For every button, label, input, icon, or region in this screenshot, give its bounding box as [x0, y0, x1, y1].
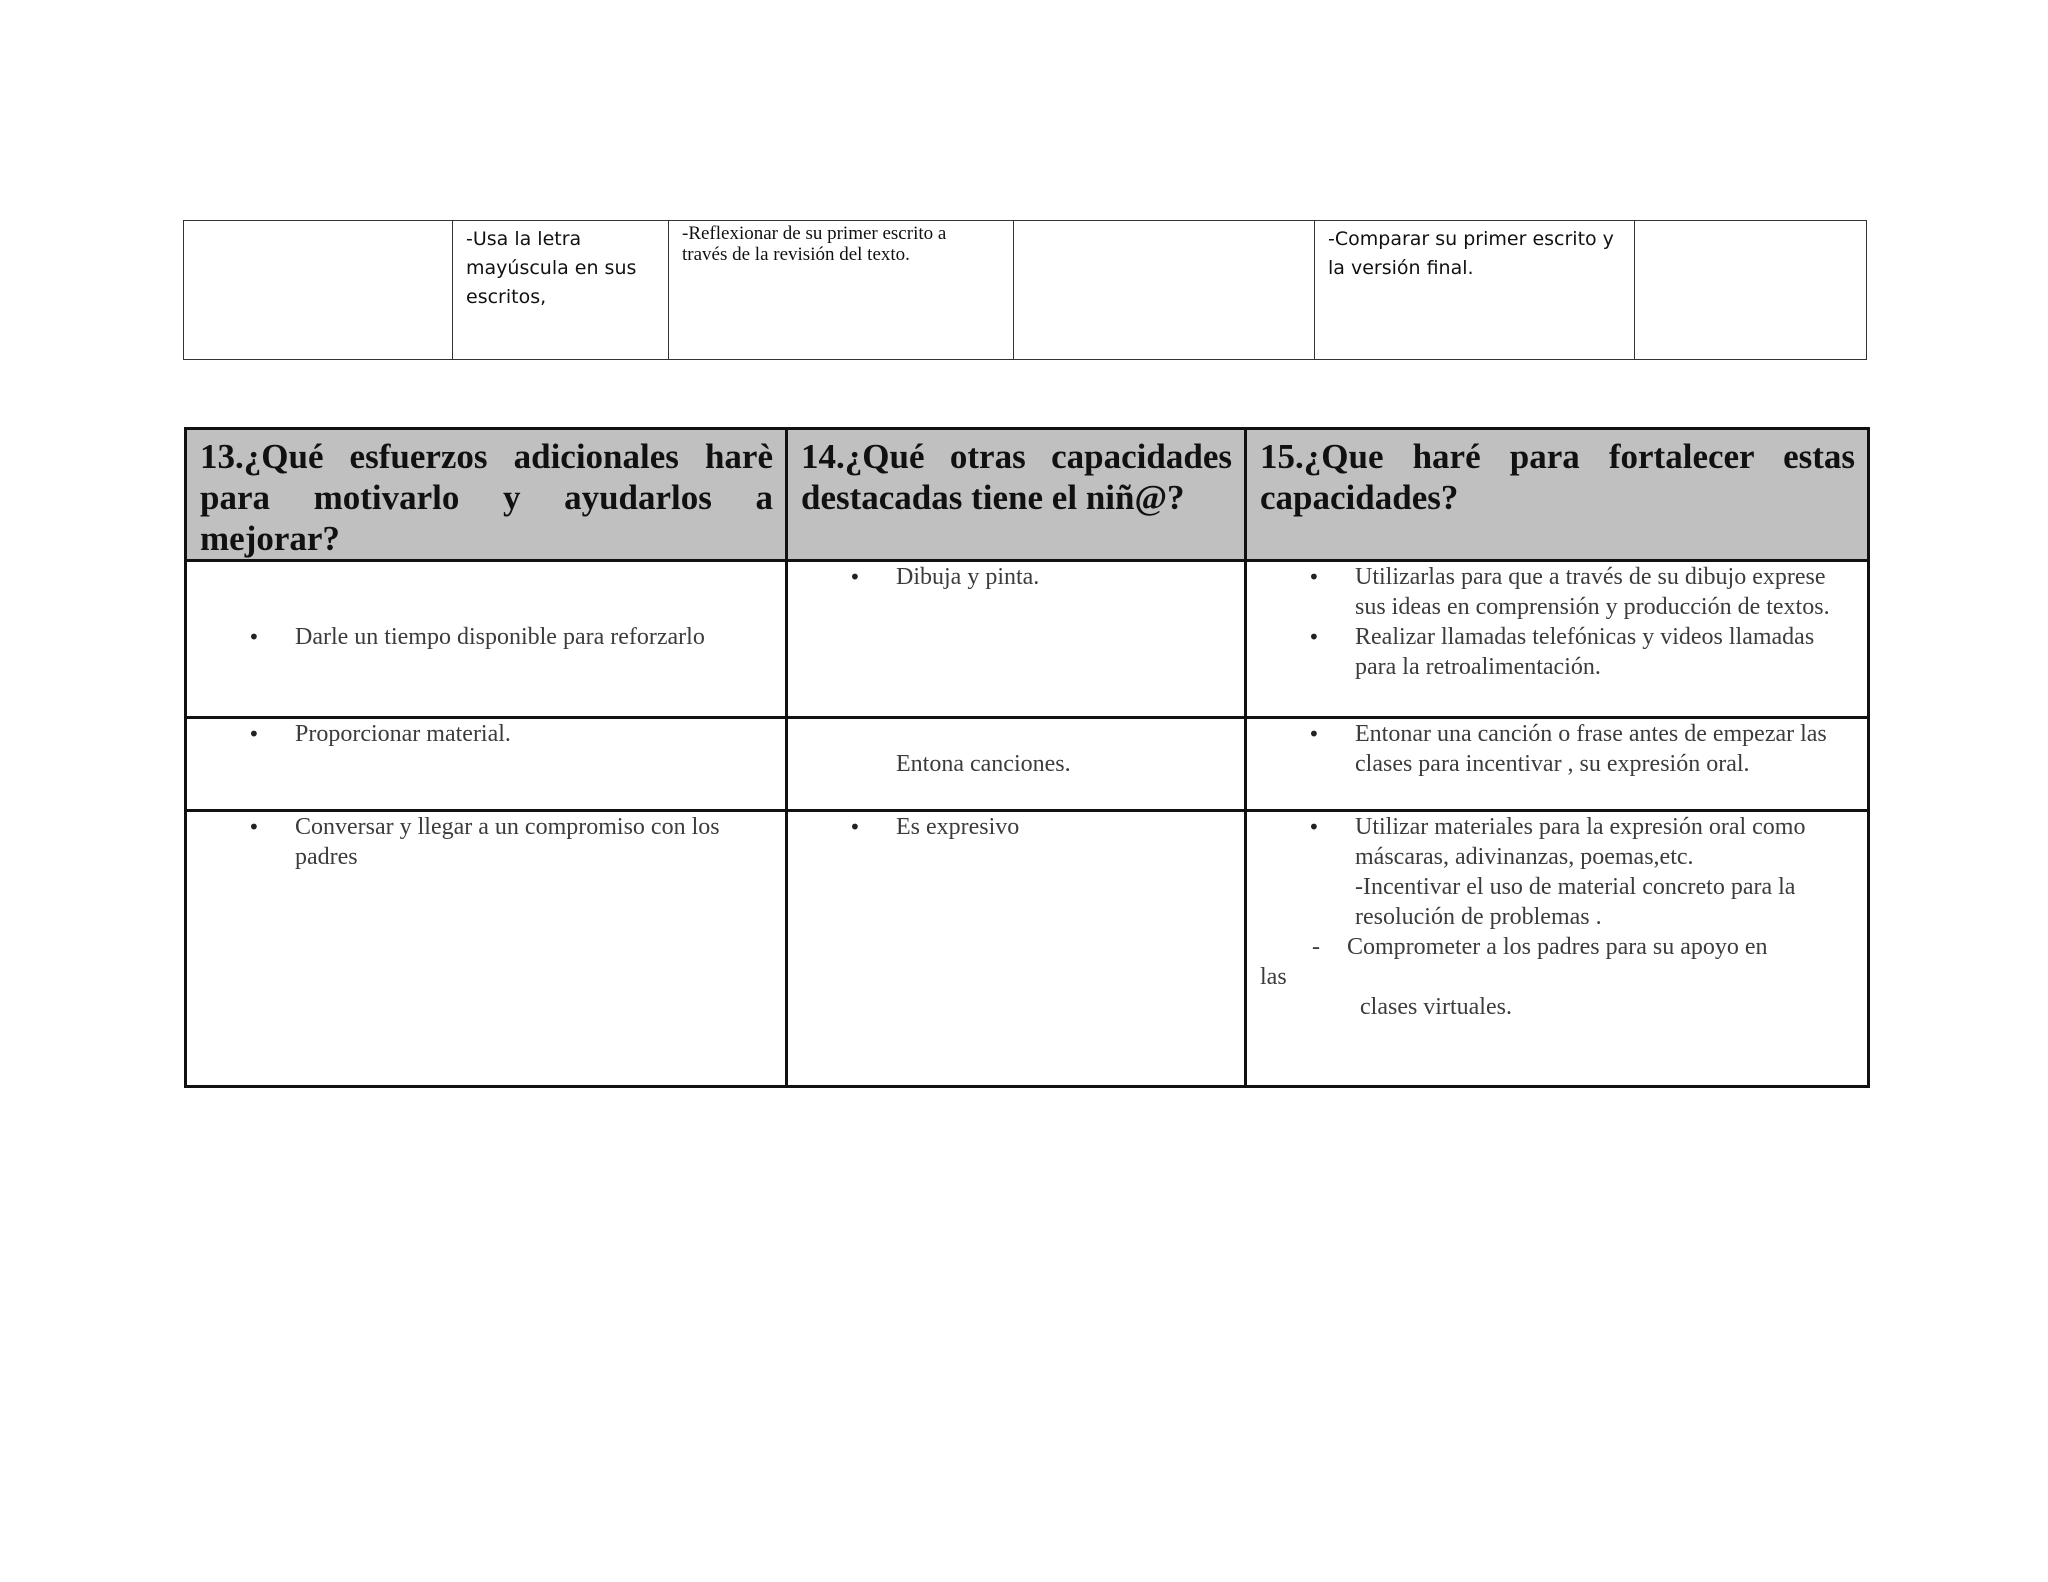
top-cell-2-line: mayúscula en sus [466, 257, 637, 279]
top-cell-1 [184, 221, 453, 360]
table-row [186, 811, 1869, 1087]
header-question-14: 14.¿Qué otras capacidades destacadas tiene el niñ@? [787, 429, 1246, 561]
cell-text: clases virtuales. [1360, 994, 1512, 1020]
bullet-list [1260, 719, 1855, 779]
cell-strengthen [1246, 811, 1869, 1087]
top-cell-3-line: -Reflexionar de su primer escrito a [682, 223, 947, 244]
bullet-list [801, 812, 1232, 842]
list-item: • Es expresivo [801, 812, 1232, 842]
top-cell-5-line: -Comparar su primer escrito y [1328, 228, 1614, 250]
top-cell-6 [1635, 221, 1867, 360]
cell-text: -Incentivar el uso de material concreto para la resolución de problemas . [1355, 874, 1796, 930]
top-cell-3 [669, 221, 1014, 360]
list-item: • Utilizarlas para que a través de su dibujo exprese sus ideas en comprensión y producción de textos. [1260, 562, 1855, 622]
bullet-list [801, 562, 1232, 592]
top-table [183, 220, 1867, 360]
list-item: • Utilizar materiales para la expresión oral como máscaras, adivinanzas, poemas,etc. [1260, 812, 1855, 872]
bullet-list [200, 812, 773, 872]
list-item: • Proporcionar material. [200, 719, 773, 749]
top-cell-5-line: la versión final. [1328, 257, 1474, 279]
cell-efforts [186, 561, 787, 718]
list-item: • Conversar y llegar a un compromiso con los padres [200, 812, 773, 872]
questions-table [184, 427, 1870, 1088]
cell-capacities [787, 561, 1246, 718]
list-item: • Darle un tiempo disponible para reforzarlo [200, 622, 773, 652]
bullet-list [1260, 562, 1855, 682]
top-cell-2 [453, 221, 669, 360]
list-item: • Entonar una canción o frase antes de empezar las clases para incentivar , su expresión oral. [1260, 719, 1855, 779]
header-question-13: 13.¿Qué esfuerzos adicionales harè para motivarlo y ayudarlos a mejorar? [186, 429, 787, 561]
cell-text: las [1260, 964, 1287, 990]
cell-strengthen [1246, 718, 1869, 811]
header-question-15: 15.¿Que haré para fortalecer estas capacidades? [1246, 429, 1869, 561]
dash-item [1260, 932, 1855, 962]
bullet-list [200, 622, 773, 652]
top-cell-2-line: -Usa la letra [466, 228, 582, 250]
bullet-list [200, 719, 773, 749]
table-row [186, 561, 1869, 718]
cell-efforts [186, 718, 787, 811]
top-cell-2-line: escritos, [466, 286, 547, 308]
top-cell-4 [1014, 221, 1315, 360]
top-cell-3-line: través de la revisión del texto. [682, 244, 910, 265]
list-item: • Dibuja y pinta. [801, 562, 1232, 592]
cell-strengthen [1246, 561, 1869, 718]
table-row [186, 718, 1869, 811]
cell-capacities [787, 718, 1246, 811]
dash-item-text: Comprometer a los padres para su apoyo en [1347, 934, 1768, 960]
top-table-row [184, 221, 1867, 360]
header-row [186, 429, 1869, 561]
cell-text: Entona canciones. [896, 751, 1071, 777]
cell-capacities [787, 811, 1246, 1087]
dash-marker: - [1312, 934, 1320, 960]
cell-efforts [186, 811, 787, 1087]
bullet-list [1260, 812, 1855, 872]
list-item: • Realizar llamadas telefónicas y videos llamadas para la retroalimentación. [1260, 622, 1855, 682]
top-cell-5 [1315, 221, 1635, 360]
